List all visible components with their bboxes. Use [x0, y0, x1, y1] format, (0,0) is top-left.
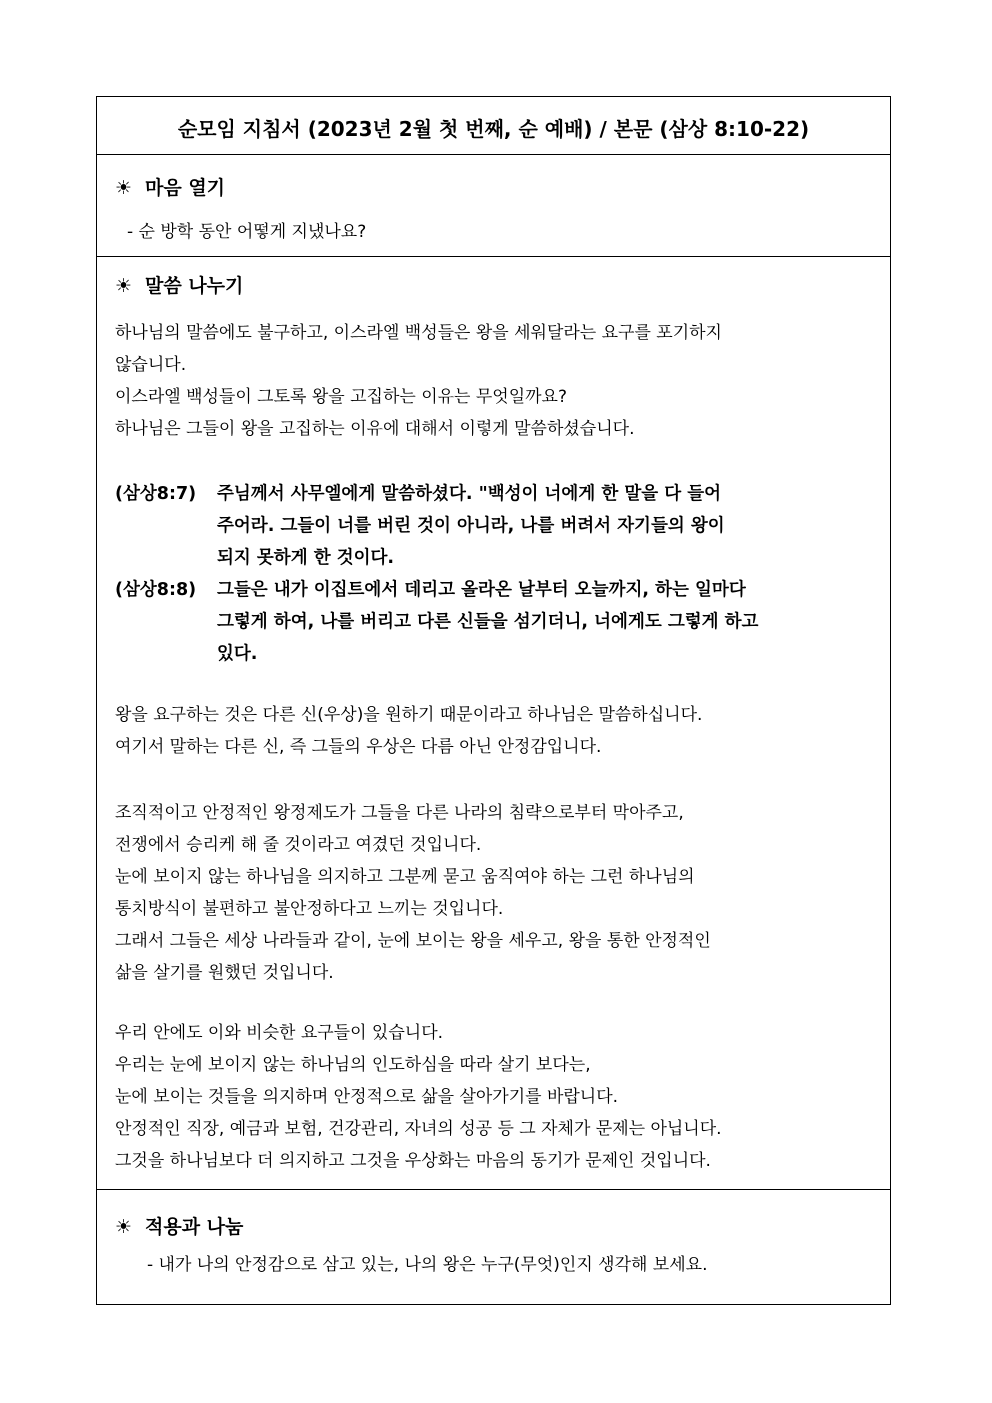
text-line: 이스라엘 백성들이 그토록 왕을 고집하는 이유는 무엇일까요? — [115, 387, 567, 407]
verse-text — [217, 574, 758, 670]
idol-paragraph — [115, 699, 702, 763]
scripture-quotes — [115, 478, 758, 670]
opening-question: - 순 방학 동안 어떻게 지냈나요? — [127, 222, 367, 242]
sharing-heading-label: 말씀 나누기 — [145, 275, 244, 297]
text-line: 삶을 살기를 원했던 것입니다. — [115, 963, 334, 983]
verse-reference: (삼상8:7) — [115, 484, 197, 504]
page-title: 순모임 지침서 (2023년 2월 첫 번째, 순 예배) / 본문 (삼상 8:10-22) — [177, 117, 810, 141]
opening-section — [97, 155, 890, 257]
verse-line: 그렇게 하여, 나를 버리고 다른 신들을 섬기더니, 너에게도 그렇게 하고 — [217, 612, 759, 632]
verse-line: 주님께서 사무엘에게 말씀하셨다. "백성이 너에게 한 말을 다 들어 — [217, 484, 722, 504]
verse-reference: (삼상8:8) — [115, 580, 197, 600]
sun-icon: ☀ — [115, 177, 133, 199]
application-section — [97, 1190, 890, 1304]
guide-document — [96, 96, 891, 1305]
verse-block — [115, 574, 758, 670]
text-line: 전쟁에서 승리케 해 줄 것이라고 여겼던 것입니다. — [115, 835, 482, 855]
text-line: 그래서 그들은 세상 나라들과 같이, 눈에 보이는 왕을 세우고, 왕을 통한 안정적인 — [115, 931, 711, 951]
text-line: 눈에 보이는 것들을 의지하며 안정적으로 삶을 살아가기를 바랍니다. — [115, 1087, 619, 1107]
text-line: 우리는 눈에 보이지 않는 하나님의 인도하심을 따라 살기 보다는, — [115, 1055, 591, 1075]
text-line: 안정적인 직장, 예금과 보험, 건강관리, 자녀의 성공 등 그 자체가 문제는 아닙니다. — [115, 1119, 722, 1139]
text-line: 여기서 말하는 다른 신, 즉 그들의 우상은 다름 아닌 안정감입니다. — [115, 737, 602, 757]
application-question: - 내가 나의 안정감으로 삼고 있는, 나의 왕은 누구(무엇)인지 생각해 보세요. — [147, 1255, 708, 1275]
sun-icon: ☀ — [115, 1216, 133, 1238]
text-line: 눈에 보이지 않는 하나님을 의지하고 그분께 묻고 움직여야 하는 그런 하나님의 — [115, 867, 695, 887]
opening-heading — [115, 173, 225, 200]
verse-line: 주어라. 그들이 너를 버린 것이 아니라, 나를 버려서 자기들의 왕이 — [217, 516, 725, 536]
application-heading — [115, 1212, 243, 1239]
application-heading-label: 적용과 나눔 — [145, 1216, 244, 1238]
text-line: 그것을 하나님보다 더 의지하고 그것을 우상화는 마음의 동기가 문제인 것입니다. — [115, 1151, 711, 1171]
opening-heading-label: 마음 열기 — [145, 177, 226, 199]
monarchy-paragraph — [115, 797, 711, 989]
application-paragraph — [115, 1017, 722, 1177]
sharing-section — [97, 257, 890, 1190]
text-line: 조직적이고 안정적인 왕정제도가 그들을 다른 나라의 침략으로부터 막아주고, — [115, 803, 684, 823]
sharing-heading — [115, 271, 243, 298]
text-line: 하나님은 그들이 왕을 고집하는 이유에 대해서 이렇게 말씀하셨습니다. — [115, 419, 635, 439]
verse-text — [217, 478, 725, 574]
verse-line: 되지 못하게 한 것이다. — [217, 548, 395, 568]
intro-paragraph — [115, 317, 722, 445]
sun-icon: ☀ — [115, 275, 133, 297]
text-line: 통치방식이 불편하고 불안정하다고 느끼는 것입니다. — [115, 899, 504, 919]
verse-line: 그들은 내가 이집트에서 데리고 올라온 날부터 오늘까지, 하는 일마다 — [217, 580, 746, 600]
text-line: 않습니다. — [115, 355, 187, 375]
text-line: 우리 안에도 이와 비슷한 요구들이 있습니다. — [115, 1023, 444, 1043]
title-section — [97, 97, 890, 155]
verse-line: 있다. — [217, 644, 258, 664]
verse-block — [115, 478, 758, 574]
text-line: 왕을 요구하는 것은 다른 신(우상)을 원하기 때문이라고 하나님은 말씀하십니다. — [115, 705, 703, 725]
text-line: 하나님의 말씀에도 불구하고, 이스라엘 백성들은 왕을 세워달라는 요구를 포기하지 — [115, 323, 722, 343]
